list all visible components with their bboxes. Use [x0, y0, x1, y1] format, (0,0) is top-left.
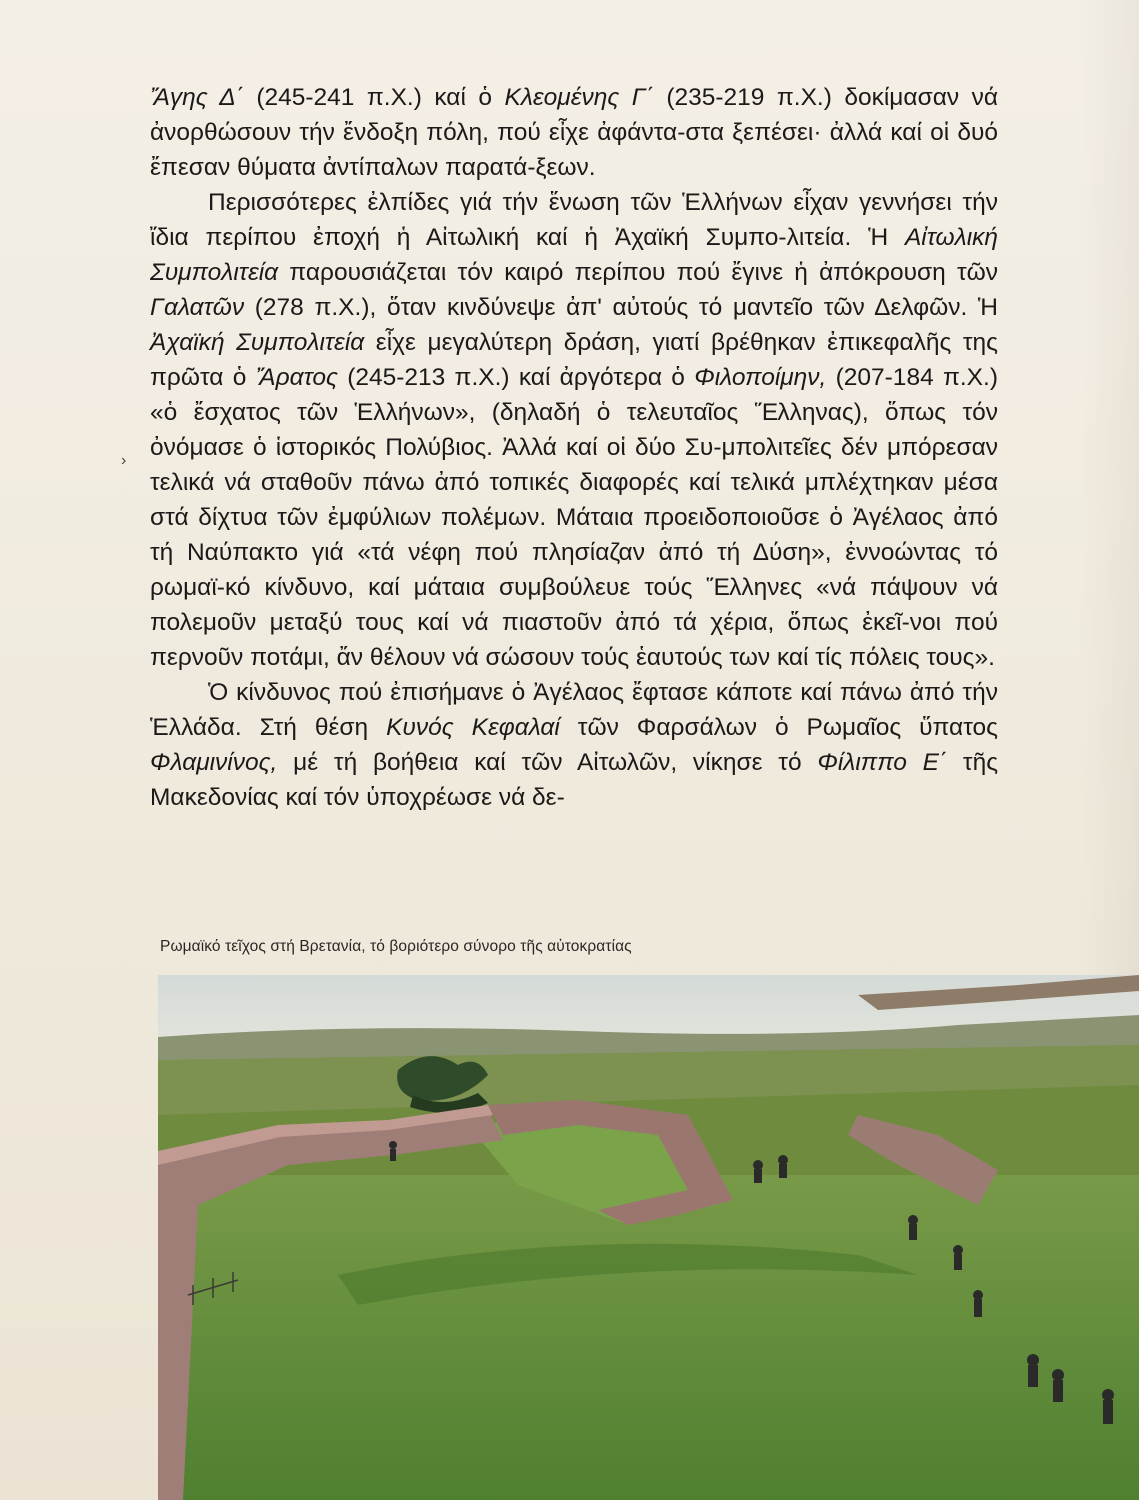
- italic-term: Φλαμινίνος,: [150, 749, 278, 776]
- name-kleomenis: Κλεομένης Γ΄: [504, 84, 654, 111]
- paragraph-1: [150, 80, 998, 185]
- text-run: (278 π.Χ.), ὅταν κινδύνεψε ἀπ' αὐτούς τό μαντεῖο τῶν Δελφῶν. Ἡ: [244, 294, 998, 321]
- paragraph-3: [150, 675, 998, 815]
- text-run: παρουσιάζεται τόν καιρό περίπου πού ἔγινε ἡ ἀπόκρουση τῶν: [278, 259, 998, 286]
- italic-term: Ἀχαϊκή Συμπολιτεία: [150, 329, 365, 356]
- italic-term: Κυνός Κεφαλαί: [386, 714, 560, 741]
- paragraph-2: [150, 185, 998, 675]
- photo-roman-wall: [158, 975, 1139, 1500]
- italic-term: Γαλατῶν: [150, 294, 245, 321]
- text-run: Περισσότερες ἐλπίδες γιά τήν ἕνωση τῶν Ἑλλήνων εἶχαν γεννήσει τήν ἴδια περίπου ἐποχή ἡ Αἰτωλική καί ἡ Ἀχαϊκή Συμπο-λιτεία. Ἡ: [150, 189, 998, 251]
- page-edge-shadow: [1080, 0, 1139, 975]
- text-run: (207-184 π.Χ.) «ὁ ἔσχατος τῶν Ἑλλήνων», (δηλαδή ὁ τελευταῖος Ἕλληνας), ὅπως τόν ὀνόμασε ὁ ἱστορικός Πολύβιος. Ἀλλά καί οἱ δύο Συ-μπολιτεῖες δέν μπόρεσαν τελικά νά σταθοῦν πάνω ἀπό τοπικές διαφορές καί τελικά μπλέχτηκαν μέσα στά δίχτυα τῶν ἐμφύλιων πολέμων. Μάταια προειδοποιοῦσε ὁ Ἀγέλαος ἀπό τή Ναύπακτο γιά «τά νέφη πού πλησίαζαν ἀπό τή Δύση», ἐννοώντας τό ρωμαϊ-κό κίνδυνο, καί μάταια συμβούλευε τούς Ἕλληνες «νά πάψουν νά πολεμοῦν μεταξύ τους καί νά πιαστοῦν ἀπό τά χέρια, ὅπως ἐκεῖ-νοι πού περνοῦν ποτάμι, ἄν θέλουν νά σώσουν τούς ἑαυτούς των καί τίς πόλεις τους».: [150, 364, 998, 671]
- text-run: (245-213 π.Χ.) καί ἀργότερα ὁ: [337, 364, 695, 391]
- italic-term: Ἄρατος: [255, 364, 338, 391]
- photo-caption: Ρωμαϊκό τεῖχος στή Βρετανία, τό βοριότερο σύνορο τῆς αὐτοκρατίας: [160, 938, 632, 955]
- grass: [158, 1175, 1139, 1500]
- italic-term: Φιλοποίμην,: [694, 364, 827, 391]
- margin-mark: ›: [121, 452, 127, 469]
- photo-illustration: [158, 975, 1139, 1500]
- text-run: (235-219 π.Χ.) δοκίμασαν νά ἀνορθώσουν τήν ἔνδοξη πόλη, πού εἶχε ἀφάντα-στα ξεπέσει· ἀλλά καί οἱ δυό ἔπεσαν θύματα ἀντίπαλων παρατά-ξεων.: [150, 84, 998, 181]
- text-run: τῶν Φαρσάλων ὁ Ρωμαῖος ὕπατος: [559, 714, 998, 741]
- italic-term: Αἰτωλική Συμπολιτεία: [150, 224, 998, 286]
- text-run: Ὁ κίνδυνος πού ἐπισήμανε ὁ Ἀγέλαος ἔφτασε κάποτε καί πάνω ἀπό τήν Ἑλλάδα. Στή θέση: [150, 679, 998, 741]
- text-run: (245-241 π.Χ.) καί ὁ: [243, 84, 505, 111]
- text-run: μέ τή βοήθεια καί τῶν Αἰτωλῶν, νίκησε τό: [277, 749, 818, 776]
- italic-term: Φίλιππο Ε΄: [817, 749, 948, 776]
- text-run: εἶχε μεγαλύτερη δράση, γιατί βρέθηκαν ἐπικεφαλῆς της πρῶτα ὁ: [150, 329, 998, 391]
- text-run: τῆς Μακεδονίας καί τόν ὑποχρέωσε νά δε-: [150, 749, 998, 811]
- name-agis: Ἄγης Δ΄: [150, 84, 244, 111]
- body-text: [150, 80, 998, 815]
